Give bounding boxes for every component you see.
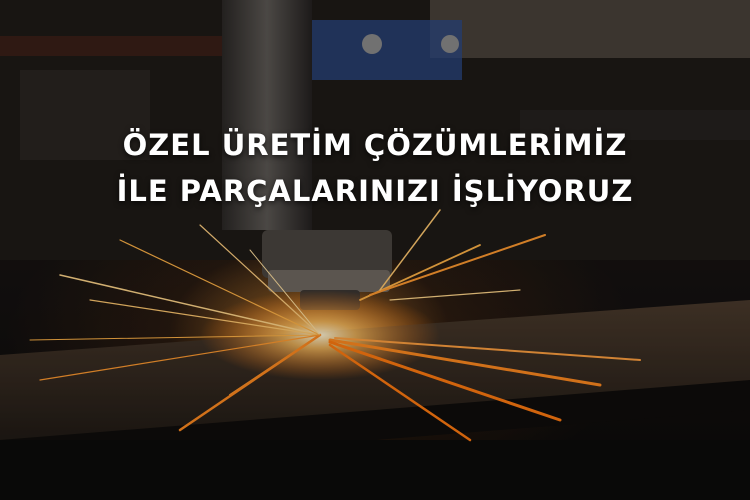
background-beam — [0, 36, 230, 56]
headline-line-2: İLE PARÇALARINIZI İŞLİYORUZ — [116, 174, 634, 208]
laser-head-mount — [312, 20, 462, 80]
bolt-icon — [441, 35, 459, 53]
headline-line-1: ÖZEL ÜRETİM ÇÖZÜMLERİMİZ — [122, 128, 628, 162]
laser-nozzle-ring — [268, 270, 390, 292]
bolt-icon — [362, 34, 382, 54]
machine-bed — [0, 440, 750, 500]
background-panel — [430, 0, 750, 58]
headline — [0, 122, 750, 214]
